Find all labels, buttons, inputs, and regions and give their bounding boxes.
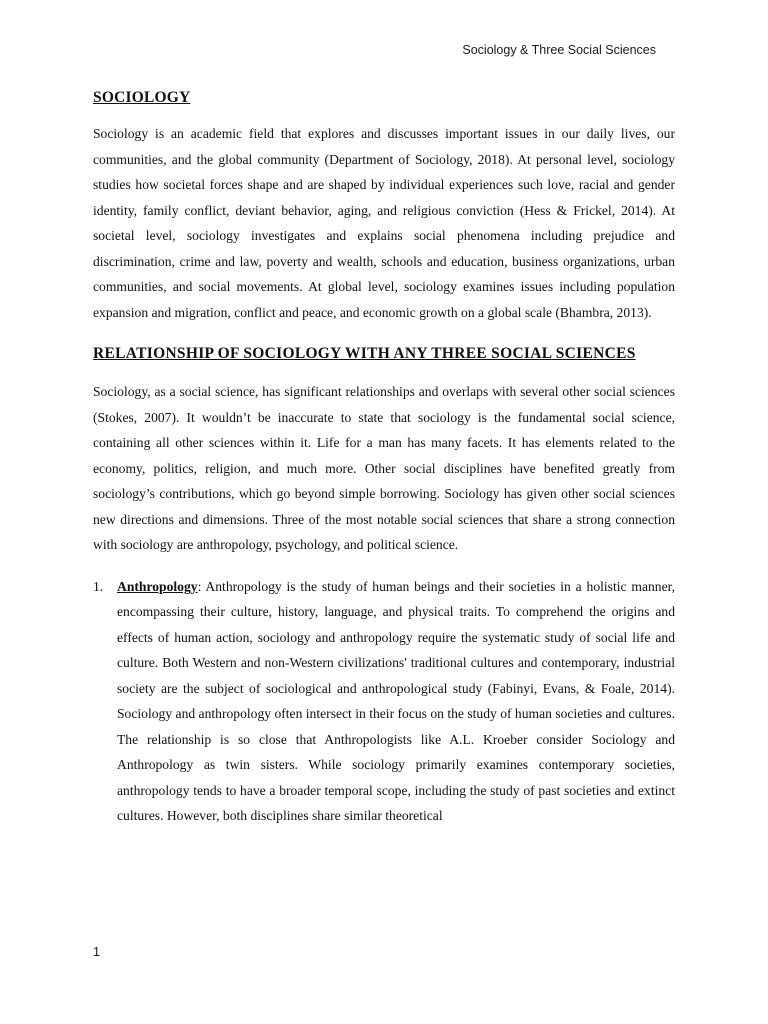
social-sciences-list — [93, 574, 675, 829]
document-body — [93, 87, 675, 829]
list-item — [93, 574, 675, 829]
list-item-text: : Anthropology is the study of human beings and their societies in a holistic manner, encompassing their culture, history, language, and physical traits. To comprehend the origins and effects of human action, sociology and anthropology require the systematic study of social life and culture. Both Western and non-Western civilizations' traditional cultures and contemporary, industrial society are the subject of sociological and anthropological study (Fabinyi, Evans, & Foale, 2014). Sociology and anthropology often intersect in their focus on the study of human societies and cultures. The relationship is so close that Anthropologists like A.L. Kroeber consider Sociology and Anthropology as twin sisters. While sociology primarily examines contemporary societies, anthropology tends to have a broader temporal scope, including the study of past societies and extinct cultures. However, both disciplines share similar theoretical — [117, 578, 675, 823]
list-item-number: 1. — [93, 578, 104, 594]
section-title-sociology: SOCIOLOGY — [93, 89, 191, 106]
paragraph-sociology-definition: Sociology is an academic field that explores and discusses important issues in our daily lives, our communities, and the global community (Department of Sociology, 2018). At personal level, sociology studies how societal forces shape and are shaped by individual experiences such love, racial and gender identity, family conflict, deviant behavior, aging, and religious conviction (Hess & Frickel, 2014). At societal level, sociology investigates and explains social phenomena including prejudice and discrimination, crime and law, poverty and wealth, schools and education, business organizations, urban communities, and social movements. At global level, sociology examines issues including population expansion and migration, conflict and peace, and economic growth on a global scale (Bhambra, 2013). — [93, 126, 675, 320]
page-number: 1 — [93, 945, 100, 959]
paragraph-relationship: Sociology, as a social science, has significant relationships and overlaps with several other social sciences (Stokes, 2007). It wouldn’t be inaccurate to state that sociology is the fundamental social science, containing all other sciences within it. Life for a man has many facets. It has elements related to the economy, politics, religion, and much more. Other social disciplines have benefited greatly from sociology’s contributions, which go beyond simple borrowing. Sociology has given other social sciences new directions and dimensions. Three of the most notable social sciences that share a strong connection with sociology are anthropology, psychology, and political science. — [93, 384, 675, 552]
section-title-relationship: RELATIONSHIP OF SOCIOLOGY WITH ANY THREE SOCIAL SCIENCES — [93, 345, 636, 362]
list-item-term: Anthropology — [117, 578, 198, 594]
running-header: Sociology & Three Social Sciences — [462, 43, 656, 57]
